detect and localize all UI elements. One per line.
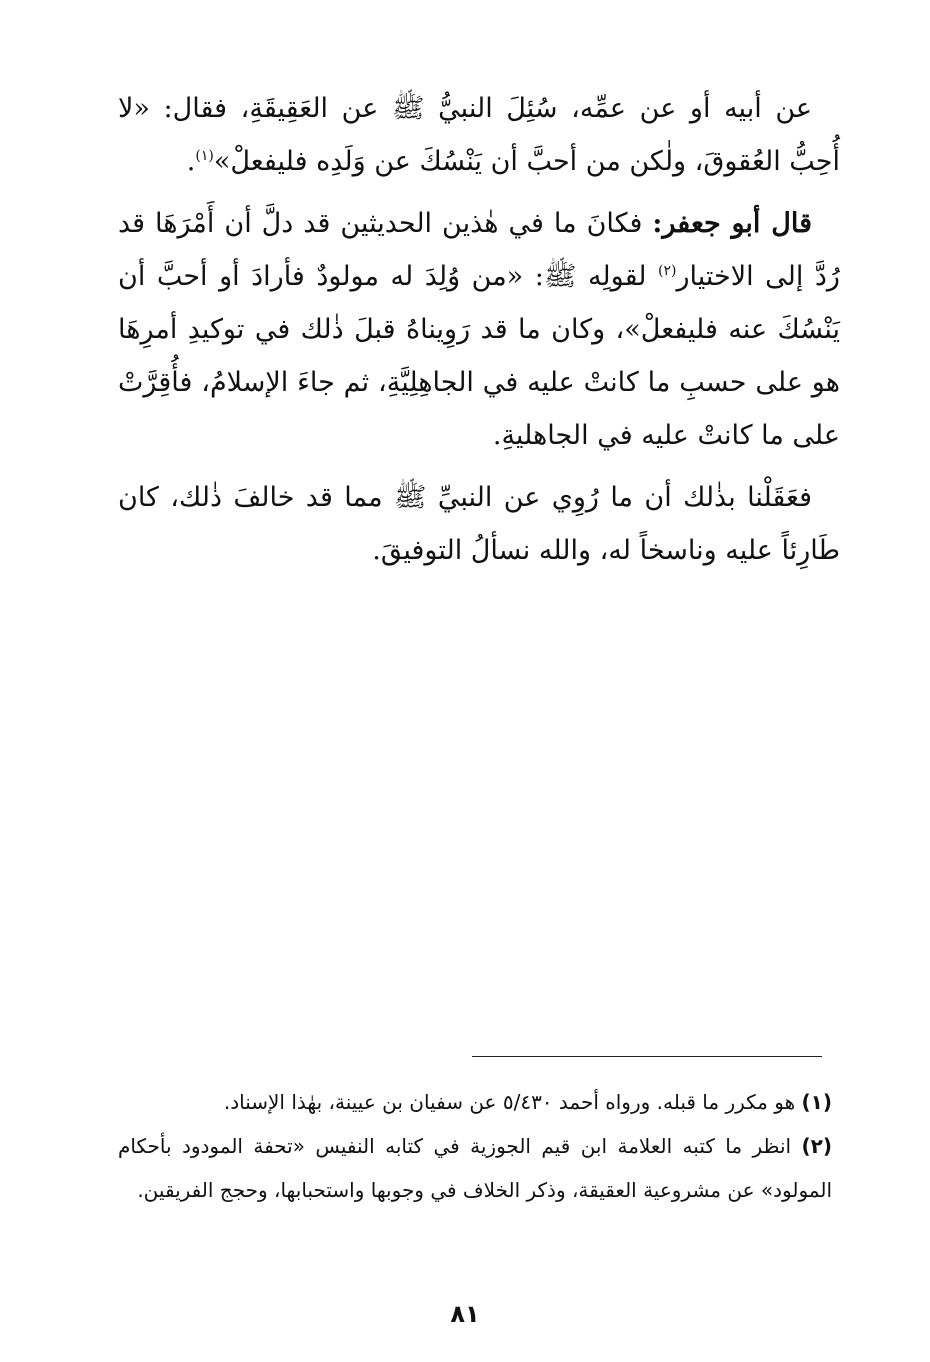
- footnote-2-text: انظر ما كتبه العلامة ابن قيم الجوزية في كتابه النفيس «تحفة المودود بأحكام المولود» عن مشروعية العقيقة، وذكر الخلاف في وجوبها واستحبابها، وحجج الفريقين.: [118, 1134, 832, 1202]
- footnote-1: [118, 1080, 832, 1124]
- paragraph-2-lead: قال أبو جعفر:: [652, 208, 812, 239]
- footnote-1-text: هو مكرر ما قبله. ورواه أحمد ٥/٤٣٠ عن سفيان بن عيينة، بهٰذا الإسناد.: [223, 1090, 802, 1114]
- paragraph-1-text: عن أبيه أو عن عمِّه، سُئِلَ النبيُّ ﷺ عن العَقِيقَةِ، فقال: «لا أُحِبُّ العُقوقَ، ولٰكن من أحبَّ أن يَنْسُكَ عن وَلَدِه فليفعلْ»: [118, 93, 840, 177]
- footnote-ref-2[interactable]: (٢): [658, 263, 677, 279]
- paragraph-2-tail: لقولِه ﷺ: «من وُلِدَ له مولودٌ فأرادَ أو أحبَّ أن يَنْسُكَ عنه فليفعلْ»، وكان ما قد رَوِيناهُ قبلَ ذٰلك في توكيدِ أمرِهَا هو على حسبِ ما كانتْ عليه في الجاهِلِيَّةِ، ثم جاءَ الإسلامُ، فأُقِرَّتْ على ما كانتْ عليه في الجاهليةِ.: [118, 261, 840, 451]
- footnotes-section: [118, 1080, 832, 1212]
- paragraph-1: [118, 82, 840, 188]
- main-body-text: [118, 82, 840, 586]
- paragraph-2: [118, 197, 840, 462]
- paragraph-3: [118, 471, 840, 577]
- footnote-2: [118, 1124, 832, 1212]
- footnote-2-number: (٢): [801, 1134, 832, 1158]
- paragraph-1-tail: .: [186, 146, 196, 177]
- paragraph-2-text: فكانَ ما في هٰذين الحديثين قد دلَّ أن أَمْرَهَا قد رُدَّ إلى الاختيار: [118, 208, 840, 292]
- footnote-ref-1[interactable]: (١): [195, 148, 214, 164]
- paragraph-3-text: فعَقَلْنا بذٰلك أن ما رُوِي عن النبيِّ ﷺ مما قد خالفَ ذٰلك، كان طَارِئاً عليه وناسخاً له، والله نسألُ التوفيقَ.: [118, 482, 840, 566]
- footnote-divider: [472, 1056, 822, 1057]
- page-number: ٨١: [450, 1300, 480, 1328]
- footnote-1-number: (١): [801, 1090, 832, 1114]
